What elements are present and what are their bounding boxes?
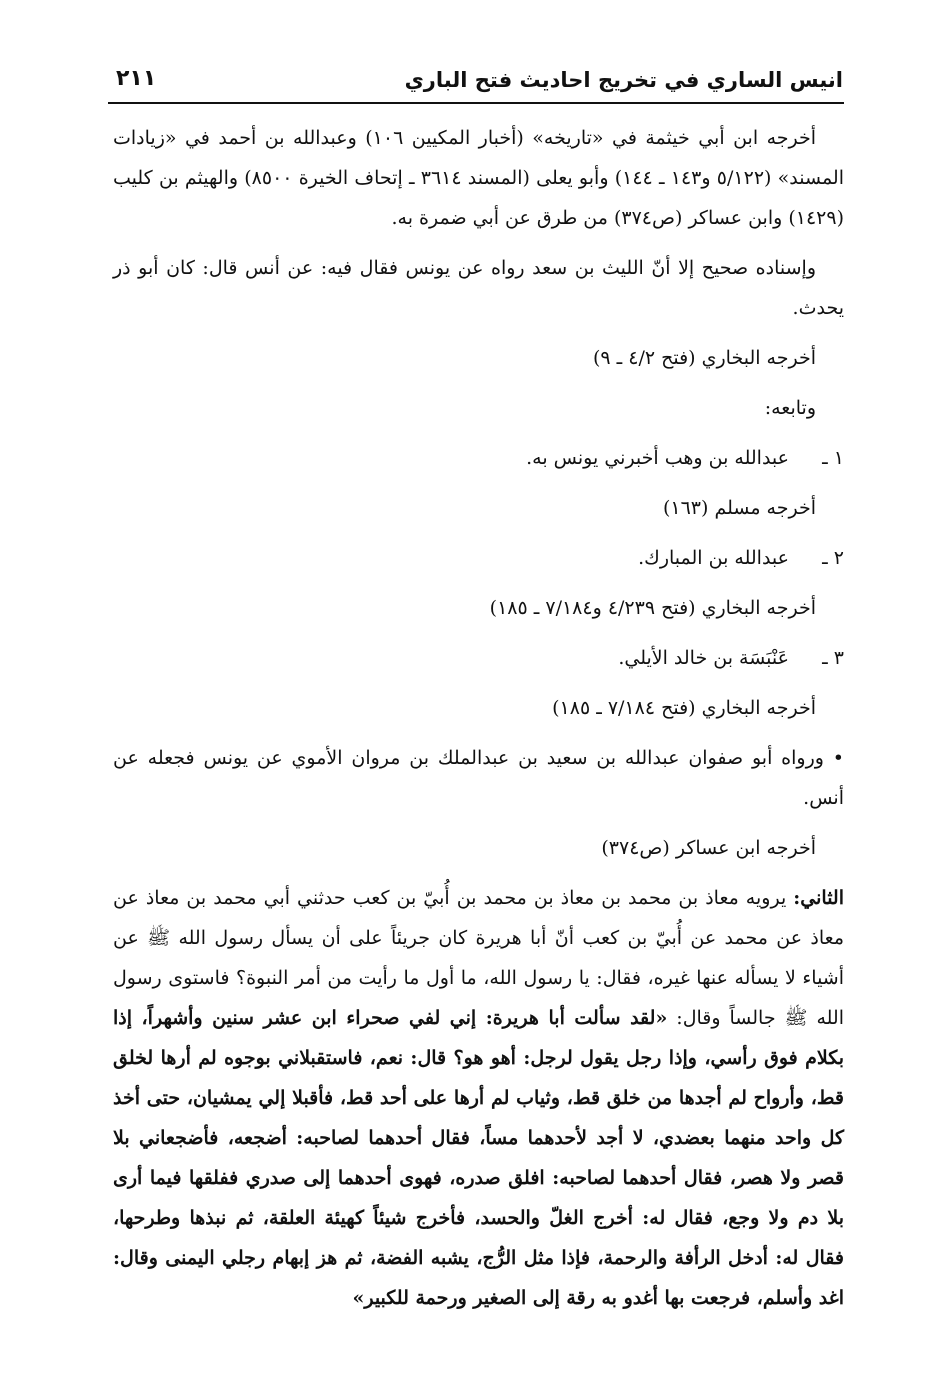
paragraph-mutabaat-heading: وتابعه: <box>764 397 816 419</box>
paragraph-abu-safwan: • ورواه أبو صفوان عبدالله بن سعيد بن عبدالملك بن مروان الأموي عن يونس فجعله عن أنس. <box>113 747 844 809</box>
paragraph-isnad: وإسناده صحيح إلا أنّ الليث بن سعد رواه عن يونس فقال فيه: عن أنس قال: كان أبو ذر يحدث. <box>113 257 844 319</box>
list-item-number: ٣ ـ <box>822 647 844 669</box>
section-lead: الثاني: <box>793 887 844 909</box>
list-item-number: ٢ ـ <box>822 547 844 569</box>
list-item-reference: أخرجه البخاري (فتح ٧/١٨٤ ـ ١٨٥) <box>552 697 816 719</box>
page-body <box>113 118 844 1328</box>
list-item <box>113 438 844 478</box>
hadith-quote: «لقد سألت أبا هريرة: إني لفي صحراء ابن عشر سنين وأشهراً، إذا بكلام فوق رأسي، وإذا رجل يقول لرجل: أهو هو؟ قال: نعم، فاستقبلاني بوجوه لم أرها لخلق قط، وأرواح لم أجدها من خلق قط، وثياب لم أرها على أحد قط، فأقبلا إلي يمشيان، حتى أخذ كل واحد منهما بعضدي، لا أجد لأحدهما مساً، فقال أحدهما لصاحبه: أضجعه، فأضجعاني بلا قصر ولا هصر، فقال أحدهما لصاحبه: افلق صدره، فهوى أحدهما إلى صدري ففلقها فيما أرى بلا دم ولا وجع، فقال له: أخرج الغلّ والحسد، فأخرج شيئاً كهيئة العلقة، ثم نبذها وطرحها، فقال له: أدخل الرأفة والرحمة، فإذا مثل الرُّج، يشبه الفضة، ثم هز إبهام رجلي اليمنى وقال: اغد وأسلم، فرجعت بها أغدو به رقة إلى الصغير ورحمة للكبير» <box>113 1007 844 1309</box>
header-divider <box>108 102 844 104</box>
paragraph-takhrij-1: أخرجه ابن أبي خيثمة في «تاريخه» (أخبار المكيين ١٠٦) وعبدالله بن أحمد في «زيادات المسند» (٥/١٢٢ و١٤٣ ـ ١٤٤) وأبو يعلى (المسند ٣٦١٤ ـ إتحاف الخيرة ٨٥٠٠) والهيثم بن كليب (١٤٢٩) وابن عساكر (ص٣٧٤) من طرق عن أبي ضمرة به. <box>113 127 844 229</box>
book-title: انيس الساري في تخريج احاديث فتح الباري <box>404 68 843 92</box>
list-item-text: عَنْبَسَة بن خالد الأيلي. <box>618 647 789 669</box>
list-item-text: عبدالله بن المبارك. <box>638 547 789 569</box>
list-item-number: ١ ـ <box>822 447 844 469</box>
list-item <box>113 538 844 578</box>
list-item-reference: أخرجه مسلم (١٦٣) <box>662 497 816 519</box>
list-item <box>113 638 844 678</box>
reference-ibn-asakir: أخرجه ابن عساكر (ص٣٧٤) <box>601 837 816 859</box>
reference-bukhari-1: أخرجه البخاري (فتح ٤/٢ ـ ٩) <box>592 347 816 369</box>
page-number: ٢١١ <box>116 66 157 91</box>
list-item-text: عبدالله بن وهب أخبرني يونس به. <box>526 447 789 469</box>
paragraph-second-hadith <box>113 878 844 1318</box>
narration-text: يرويه معاذ بن محمد بن معاذ بن محمد بن أُبيّ بن كعب حدثني أبي محمد بن معاذ عن معاذ عن محمد عن أُبيّ بن كعب أنّ أبا هريرة كان جريئاً على أن يسأل رسول الله ﷺ عن أشياء لا يسأله عنها غيره، فقال: يا رسول الله، ما أول ما رأيت من أمر النبوة؟ فاستوى رسول الله ﷺ جالساً وقال: <box>113 887 844 1029</box>
running-header <box>108 60 843 100</box>
list-item-reference: أخرجه البخاري (فتح ٤/٢٣٩ و٧/١٨٤ ـ ١٨٥) <box>489 597 816 619</box>
